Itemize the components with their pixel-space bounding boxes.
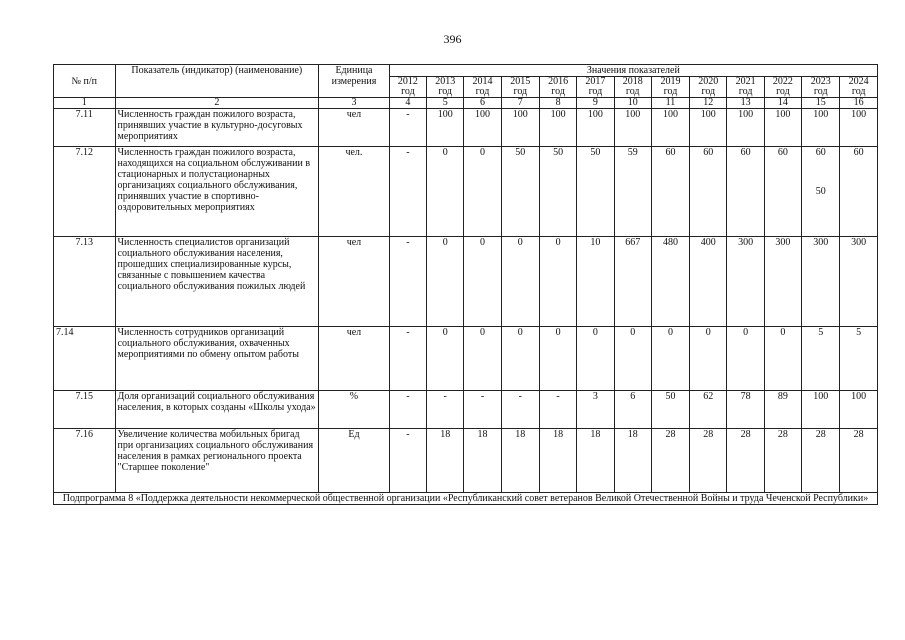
unit: чел (319, 109, 390, 147)
subprogram-title: Подпрограмма 8 «Поддержка деятельности некоммерческой общественной организации «Республиканский совет ветеранов Великой Отечественной Войны и труда Чеченской Республики» (54, 493, 878, 505)
header-year-word: год (551, 86, 565, 97)
indicator-value: 0 (727, 327, 764, 391)
header-year (614, 77, 651, 98)
indicator-value: 18 (501, 429, 539, 493)
indicator-value: 28 (651, 429, 689, 493)
column-number: 7 (501, 98, 539, 109)
table-row (54, 237, 878, 327)
indicator-value: 0 (427, 237, 464, 327)
header-year-value: 2024 (848, 76, 869, 87)
indicator-value: - (389, 327, 426, 391)
indicator-value: 100 (840, 391, 878, 429)
indicator-value: 18 (614, 429, 651, 493)
indicator-value: 28 (802, 429, 840, 493)
indicator-value: 0 (539, 327, 576, 391)
indicator-value: - (501, 391, 539, 429)
table-row (54, 109, 878, 147)
indicator-value: 100 (764, 109, 801, 147)
header-year-word: год (513, 86, 528, 97)
indicator-value: 100 (802, 391, 840, 429)
column-number: 12 (690, 98, 727, 109)
header-year (427, 77, 464, 98)
indicator-value: 100 (840, 109, 878, 147)
indicator-value: 60 (840, 147, 878, 237)
header-values-title: Значения показателей (389, 65, 877, 77)
indicator-value: 100 (690, 109, 727, 147)
indicator-name: Доля организаций социального обслуживания населения, в которых созданы «Школы ухода» (115, 391, 319, 429)
indicator-value: 0 (464, 147, 501, 237)
indicator-value: 667 (614, 237, 651, 327)
header-year (539, 77, 576, 98)
header-year-word: год (588, 86, 603, 97)
table-body (54, 109, 878, 505)
column-number: 1 (54, 98, 116, 109)
indicator-value: - (389, 237, 426, 327)
indicator-value: 0 (651, 327, 689, 391)
indicator-value: - (389, 429, 426, 493)
header-year (727, 77, 764, 98)
indicator-value: 18 (464, 429, 501, 493)
indicator-value: 0 (464, 237, 501, 327)
column-numbers-row (54, 98, 878, 109)
header-indicator: Показатель (индикатор) (наименование) (115, 65, 319, 98)
header-year-word: год (663, 86, 678, 97)
indicator-name: Численность сотрудников организаций социального обслуживания, охваченных мероприятиями по обмену опытом работы (115, 327, 319, 391)
column-number: 8 (539, 98, 576, 109)
header-year-value: 2017 (585, 76, 606, 87)
header-year-value: 2015 (510, 76, 531, 87)
indicator-value: 100 (614, 109, 651, 147)
indicator-value: 480 (651, 237, 689, 327)
subprogram-row (54, 493, 878, 505)
indicator-value: 60 (690, 147, 727, 237)
unit: Ед (319, 429, 390, 493)
indicator-value: 18 (539, 429, 576, 493)
indicator-value: 78 (727, 391, 764, 429)
indicator-value: 100 (427, 109, 464, 147)
indicator-value-second: 50 (815, 186, 826, 197)
column-number: 16 (840, 98, 878, 109)
indicator-value: 59 (614, 147, 651, 237)
header-year-value: 2019 (660, 76, 681, 87)
indicator-value: 5 (840, 327, 878, 391)
row-number: 7.16 (54, 429, 116, 493)
indicator-value: 28 (764, 429, 801, 493)
indicator-value: 0 (427, 147, 464, 237)
indicator-value: 100 (651, 109, 689, 147)
indicator-value: 0 (614, 327, 651, 391)
column-number: 14 (764, 98, 801, 109)
indicator-value (802, 147, 840, 237)
indicator-value: 0 (539, 237, 576, 327)
indicator-value: 300 (727, 237, 764, 327)
split-value (804, 147, 837, 197)
column-number: 3 (319, 98, 390, 109)
unit: чел (319, 327, 390, 391)
indicator-name: Численность граждан пожилого возраста, принявших участие в культурно-досуговых мероприятиях (115, 109, 319, 147)
indicator-value: 60 (651, 147, 689, 237)
indicator-value: - (389, 147, 426, 237)
indicator-value: 3 (577, 391, 614, 429)
header-year-value: 2023 (810, 76, 831, 87)
indicator-value: 100 (539, 109, 576, 147)
indicator-value: 60 (727, 147, 764, 237)
indicator-value: 50 (651, 391, 689, 429)
row-number: 7.13 (54, 237, 116, 327)
unit: чел (319, 237, 390, 327)
table-row (54, 327, 878, 391)
row-number: 7.14 (54, 327, 116, 391)
indicator-value: 0 (464, 327, 501, 391)
indicator-value: 10 (577, 237, 614, 327)
indicator-value-first: 60 (815, 147, 826, 158)
indicator-value: 300 (840, 237, 878, 327)
indicator-value: 0 (764, 327, 801, 391)
indicator-value: 62 (690, 391, 727, 429)
indicator-value: 28 (840, 429, 878, 493)
indicator-value: - (389, 391, 426, 429)
indicator-value: - (427, 391, 464, 429)
row-number: 7.11 (54, 109, 116, 147)
indicator-value: 18 (427, 429, 464, 493)
column-number: 10 (614, 98, 651, 109)
indicator-value: - (539, 391, 576, 429)
indicator-value: 5 (802, 327, 840, 391)
column-number: 4 (389, 98, 426, 109)
header-year-word: год (738, 86, 753, 97)
column-number: 5 (427, 98, 464, 109)
header-year-value: 2022 (772, 76, 793, 87)
header-unit: Единица измерения (319, 65, 390, 98)
column-number: 2 (115, 98, 319, 109)
header-year-value: 2013 (435, 76, 456, 87)
header-year-word: год (851, 86, 866, 97)
table-header (54, 65, 878, 109)
column-number: 15 (802, 98, 840, 109)
unit: чел. (319, 147, 390, 237)
header-no: № п/п (54, 65, 116, 98)
table-row (54, 429, 878, 493)
indicator-value: 0 (501, 237, 539, 327)
indicator-value: 50 (501, 147, 539, 237)
header-year-value: 2021 (735, 76, 756, 87)
indicator-value: 300 (802, 237, 840, 327)
indicator-name: Численность специалистов организаций социального обслуживания населения, прошедших специализированные курсы, связанные с повышением качества социального обслуживания пожилых людей (115, 237, 319, 327)
header-year-word: год (776, 86, 790, 97)
indicator-value: 89 (764, 391, 801, 429)
indicator-value: 28 (690, 429, 727, 493)
indicator-value: - (389, 109, 426, 147)
row-number: 7.15 (54, 391, 116, 429)
header-year-value: 2014 (472, 76, 493, 87)
header-year-word: год (401, 86, 415, 97)
header-year-word: год (475, 86, 490, 97)
header-year-value: 2012 (397, 76, 418, 87)
header-year-word: год (701, 86, 716, 97)
indicator-value: 6 (614, 391, 651, 429)
indicator-value: 100 (501, 109, 539, 147)
header-year (501, 77, 539, 98)
column-number: 11 (651, 98, 689, 109)
indicator-name: Численность граждан пожилого возраста, находящихся на социальном обслуживании в стационарных и полустационарных организациях социального обслуживания, принявших участие в спортивно-оздоровительных мероприятиях (115, 147, 319, 237)
indicator-value: 0 (427, 327, 464, 391)
indicator-name: Увеличение количества мобильных бригад при организациях социального обслуживания населения в рамках регионального проекта "Старшее поколение" (115, 429, 319, 493)
header-year-word: год (438, 86, 453, 97)
header-year (577, 77, 614, 98)
table-row (54, 147, 878, 237)
table-row (54, 391, 878, 429)
header-year (651, 77, 689, 98)
indicator-value: 300 (764, 237, 801, 327)
indicator-value: - (464, 391, 501, 429)
column-number: 13 (727, 98, 764, 109)
header-year (464, 77, 501, 98)
header-year-word: год (813, 86, 828, 97)
header-year (389, 77, 426, 98)
header-year-value: 2016 (548, 76, 569, 87)
indicator-value: 100 (727, 109, 764, 147)
indicator-value: 50 (577, 147, 614, 237)
indicators-table (53, 64, 878, 505)
indicator-value: 60 (764, 147, 801, 237)
column-number: 6 (464, 98, 501, 109)
header-year (764, 77, 801, 98)
indicator-value: 28 (727, 429, 764, 493)
header-year (690, 77, 727, 98)
unit: % (319, 391, 390, 429)
column-number: 9 (577, 98, 614, 109)
row-number: 7.12 (54, 147, 116, 237)
header-year (802, 77, 840, 98)
indicator-value: 100 (802, 109, 840, 147)
indicator-value: 0 (577, 327, 614, 391)
indicator-value: 18 (577, 429, 614, 493)
header-year-value: 2020 (698, 76, 719, 87)
header-year (840, 77, 878, 98)
page-number: 396 (443, 32, 462, 46)
indicator-value: 100 (577, 109, 614, 147)
indicator-value: 0 (501, 327, 539, 391)
header-year-value: 2018 (622, 76, 643, 87)
indicator-value: 100 (464, 109, 501, 147)
header-year-word: год (625, 86, 640, 97)
indicator-value: 50 (539, 147, 576, 237)
indicator-value: 400 (690, 237, 727, 327)
indicator-value: 0 (690, 327, 727, 391)
